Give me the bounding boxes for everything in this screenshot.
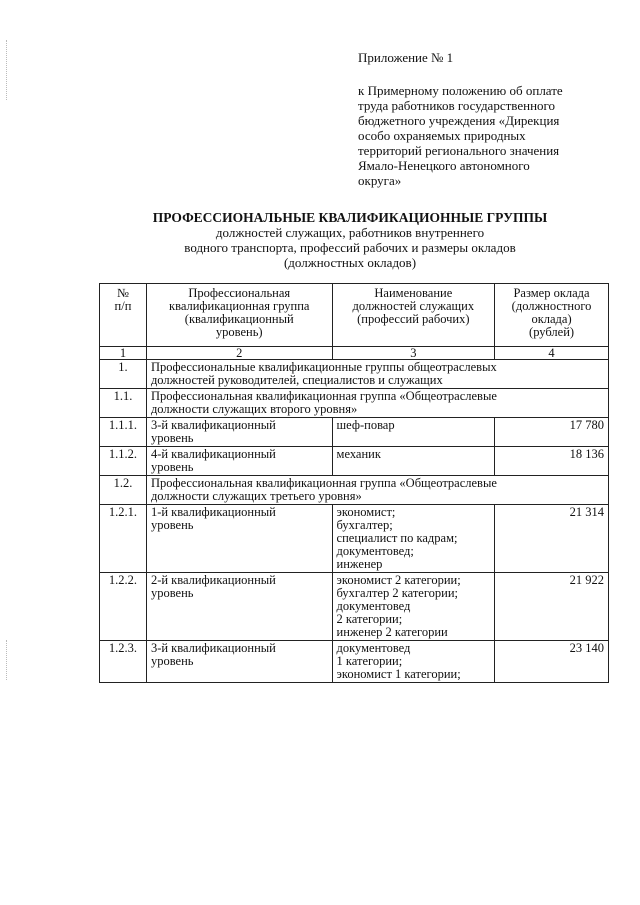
position-names: документовед 1 категории; экономист 1 категории;	[332, 641, 495, 683]
row-number: 1.1.1.	[100, 418, 147, 447]
document-title	[100, 210, 600, 270]
qualification-level: 3-й квалификационный уровень	[146, 418, 332, 447]
header-positions: Наименование должностей служащих (профессий рабочих)	[332, 284, 495, 347]
salary-value: 21 314	[495, 505, 609, 573]
title-subtitle: должностей служащих, работников внутреннего водного транспорта, профессий рабочих и размеры окладов (должностных окладов)	[184, 225, 516, 270]
row-number: 1.2.2.	[100, 573, 147, 641]
table-row	[100, 641, 609, 683]
group-title: Профессиональная квалификационная группа «Общеотраслевые должности служащих второго уровня»	[146, 389, 608, 418]
column-number: 3	[332, 347, 495, 360]
salary-value: 18 136	[495, 447, 609, 476]
salary-value: 21 922	[495, 573, 609, 641]
salary-value: 17 780	[495, 418, 609, 447]
row-number: 1.1.2.	[100, 447, 147, 476]
row-number: 1.	[100, 360, 147, 389]
salary-table	[99, 283, 609, 683]
row-number: 1.2.	[100, 476, 147, 505]
header-salary: Размер оклада (должностного оклада) (рублей)	[495, 284, 609, 347]
row-number: 1.2.1.	[100, 505, 147, 573]
position-names: экономист 2 категории; бухгалтер 2 категории; документовед 2 категории; инженер 2 категории	[332, 573, 495, 641]
position-names: шеф-повар	[332, 418, 495, 447]
scan-edge-mark	[6, 40, 8, 100]
table-row	[100, 447, 609, 476]
group-row	[100, 360, 609, 389]
position-names: механик	[332, 447, 495, 476]
row-number: 1.2.3.	[100, 641, 147, 683]
scan-edge-mark	[6, 640, 8, 680]
group-row	[100, 389, 609, 418]
table-header-row	[100, 284, 609, 347]
column-number: 4	[495, 347, 609, 360]
column-number-row	[100, 347, 609, 360]
row-number: 1.1.	[100, 389, 147, 418]
column-number: 2	[146, 347, 332, 360]
qualification-level: 3-й квалификационный уровень	[146, 641, 332, 683]
position-names: экономист; бухгалтер; специалист по кадрам; документовед; инженер	[332, 505, 495, 573]
group-title: Профессиональная квалификационная группа «Общеотраслевые должности служащих третьего уровня»	[146, 476, 608, 505]
qualification-level: 1-й квалификационный уровень	[146, 505, 332, 573]
column-number: 1	[100, 347, 147, 360]
group-title: Профессиональные квалификационные группы общеотраслевых должностей руководителей, специалистов и служащих	[146, 360, 608, 389]
group-row	[100, 476, 609, 505]
table-row	[100, 418, 609, 447]
header-number: № п/п	[100, 284, 147, 347]
qualification-level: 2-й квалификационный уровень	[146, 573, 332, 641]
appendix-block	[358, 50, 608, 188]
appendix-text: к Примерному положению об оплате труда работников государственного бюджетного учреждения «Дирекция особо охраняемых природных территорий регионального значения Ямало-Ненецкого автономного округа»	[358, 83, 563, 188]
title-main: ПРОФЕССИОНАЛЬНЫЕ КВАЛИФИКАЦИОННЫЕ ГРУППЫ	[152, 210, 548, 225]
table-row	[100, 573, 609, 641]
table-row	[100, 505, 609, 573]
salary-value: 23 140	[495, 641, 609, 683]
qualification-level: 4-й квалификационный уровень	[146, 447, 332, 476]
header-group: Профессиональная квалификационная группа (квалификационный уровень)	[146, 284, 332, 347]
appendix-number: Приложение № 1	[358, 50, 454, 65]
